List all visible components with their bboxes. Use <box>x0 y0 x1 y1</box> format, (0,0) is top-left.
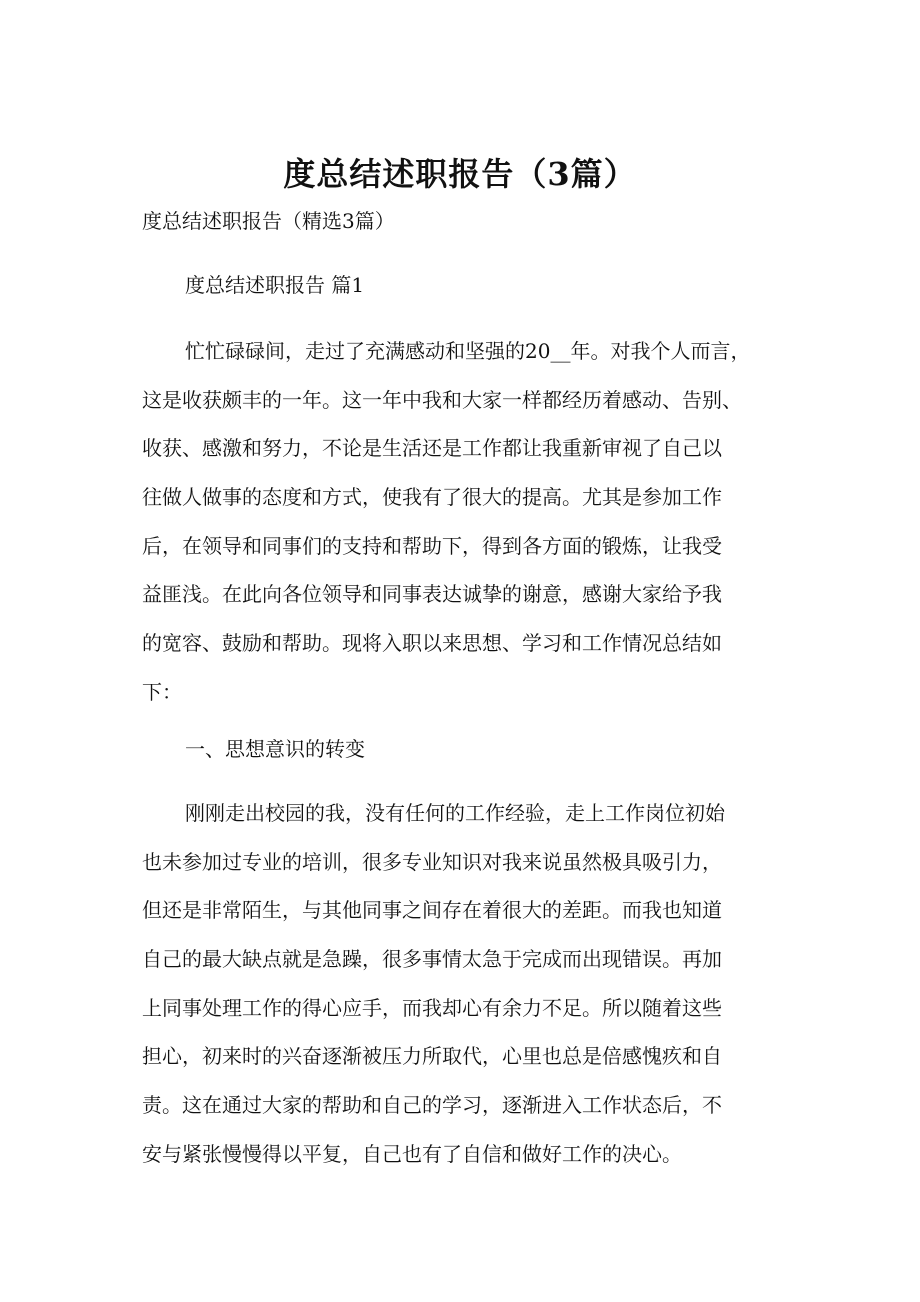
document-title: 度总结述职报告（3篇） <box>283 155 637 193</box>
paragraph-line: 刚刚走出校园的我，没有任何的工作经验，走上工作岗位初始 <box>185 801 725 825</box>
chapter-heading: 度总结述职报告 篇1 <box>185 273 365 297</box>
paragraph-line: 也未参加过专业的培训，很多专业知识对我来说虽然极具吸引力， <box>142 849 722 874</box>
paragraph-line: 这是收获颇丰的一年。这一年中我和大家一样都经历着感动、告别、 <box>142 387 742 412</box>
paragraph-line: 下： <box>142 679 182 704</box>
section-heading: 一、思想意识的转变 <box>185 737 365 761</box>
paragraph-line: 后，在领导和同事们的支持和帮助下，得到各方面的锻炼，让我受 <box>142 533 722 558</box>
paragraph-line: 益匪浅。在此向各位领导和同事表达诚挚的谢意，感谢大家给予我 <box>142 582 722 607</box>
paragraph-line: 上同事处理工作的得心应手，而我却心有余力不足。所以随着这些 <box>142 995 722 1020</box>
paragraph-line: 但还是非常陌生，与其他同事之间存在着很大的差距。而我也知道 <box>142 898 722 923</box>
paragraph-line: 安与紧张慢慢得以平复，自己也有了自信和做好工作的决心。 <box>142 1141 682 1166</box>
paragraph-line: 忙忙碌碌间，走过了充满感动和坚强的20__年。对我个人而言， <box>185 339 751 363</box>
paragraph-line: 往做人做事的态度和方式，使我有了很大的提高。尤其是参加工作 <box>142 485 722 510</box>
document-subtitle: 度总结述职报告（精选3篇） <box>142 209 395 233</box>
paragraph-line: 担心，初来时的兴奋逐渐被压力所取代，心里也总是倍感愧疚和自 <box>142 1044 722 1069</box>
paragraph-line: 的宽容、鼓励和帮助。现将入职以来思想、学习和工作情况总结如 <box>142 631 722 656</box>
paragraph-line: 责。这在通过大家的帮助和自己的学习，逐渐进入工作状态后，不 <box>142 1093 722 1118</box>
paragraph-2 <box>142 798 807 1188</box>
paragraph-1 <box>142 336 807 726</box>
paragraph-line: 收获、感激和努力，不论是生活还是工作都让我重新审视了自己以 <box>142 436 722 461</box>
paragraph-line: 自己的最大缺点就是急躁，很多事情太急于完成而出现错误。再加 <box>142 947 722 972</box>
